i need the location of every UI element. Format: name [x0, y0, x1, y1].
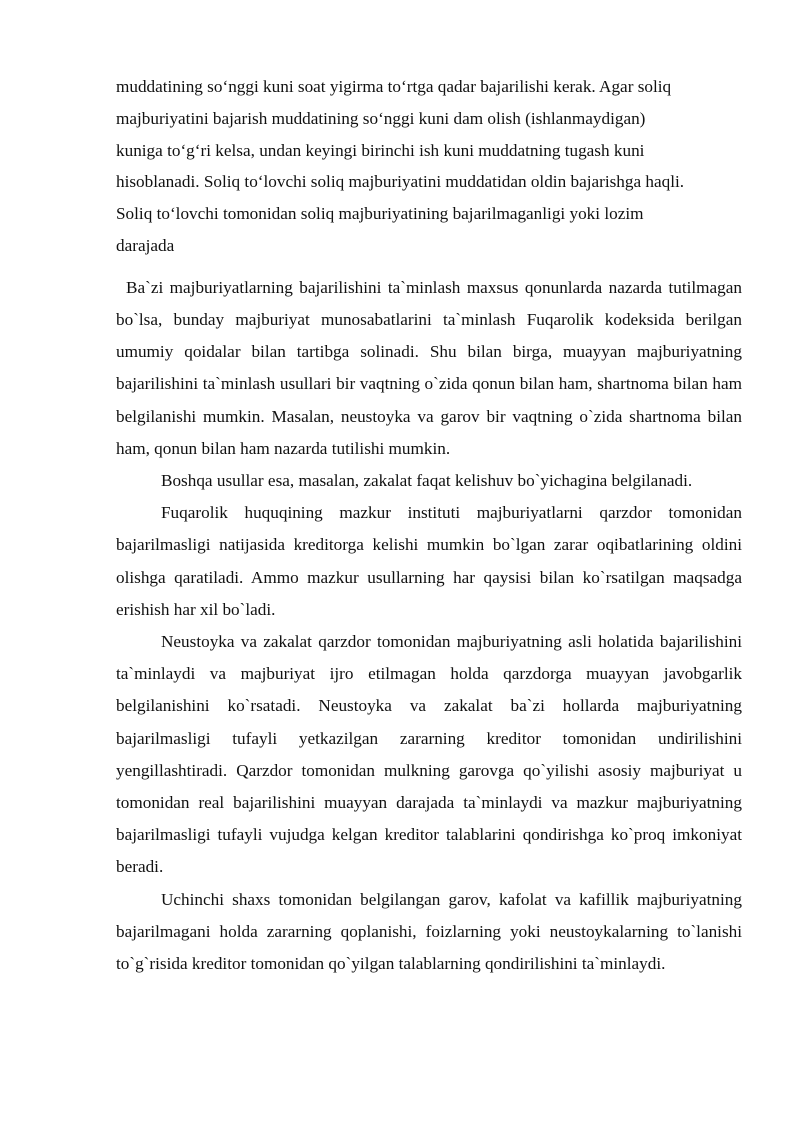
document-page [116, 71, 742, 980]
paragraph-zakalat-agreement: Boshqa usullar esa, masalan, zakalat faqat kelishuv bo`yichagina belgilanadi. [161, 471, 693, 490]
paragraph-gap [116, 262, 742, 272]
paragraph-third-party-guarantee: Uchinchi shaxs tomonidan belgilangan garov, kafolat va kafillik majburiyatning bajarilmagani holda zararning qoplanishi, foizlarning yoki neustoykalarning to`lanishi to`g`risida kreditor tomonidan qo`yilgan talablarning qondirilishini ta`minlaydi. [116, 889, 742, 974]
paragraph-tax-deadline: muddatining so‘nggi kuni soat yigirma to‘rtga qadar bajarilishi kerak. Agar soliq majburiyatini bajarish muddatining so‘nggi kuni dam olish (ishlanmaydigan) kuniga to‘g‘ri kelsa, undan keyingi birinchi ish kuni muddatning tugash kuni hisoblanadi. Soliq to‘lovchi soliq majburiyatini muddatidan oldin bajarishga haqli. Soliq to‘lovchi tomonidan soliq majburiyatining bajarilmaganligi yoki lozim darajada [116, 77, 685, 255]
paragraph-special-laws: Ba`zi majburiyatlarning bajarilishini ta`minlash maxsus qonunlarda nazarda tutilmagan bo`lsa, bunday majburiyat munosabatlarini ta`minlash Fuqarolik kodeksida berilgan umumiy qoidalar bilan tartibga solinadi. Shu bilan birga, muayyan majburiyatning bajarilishini ta`minlash usullari bir vaqtning o`zida qonun bilan ham, shartnoma bilan ham belgilanishi mumkin. Masalan, neustoyka va garov bir vaqtning o`zida shartnoma bilan ham, qonun bilan ham nazarda tutilishi mumkin. [116, 277, 742, 458]
paragraph-neustoyka-zakalat: Neustoyka va zakalat qarzdor tomonidan majburiyatning asli holatida bajarilishini ta`minlaydi va majburiyat ijro etilmagan holda qarzdorga muayyan javobgarlik belgilanishini ko`rsatadi. Neustoyka va zakalat ba`zi hollarda majburiyatning bajarilmasligi tufayli yetkazilgan zararning kreditor tomonidan undirilishini yengillashtiradi. Qarzdor tomonidan mulkning garovga qo`yilishi asosiy majburiyat u tomonidan real bajarilishini muayyan darajada ta`minlaydi va mazkur majburiyatning bajarilmasligi tufayli vujudga kelgan kreditor talablarini qondirishga ko`proq imkoniyat beradi. [116, 632, 742, 877]
paragraph-institute-purpose: Fuqarolik huquqining mazkur instituti majburiyatlarni qarzdor tomonidan bajarilmasligi natijasida kreditorga kelishi mumkin bo`lgan zarar oqibatlarining oldini olishga qaratiladi. Ammo mazkur usullarning har qaysisi bilan ko`rsatilgan maqsadga erishish har xil bo`ladi. [116, 503, 742, 619]
